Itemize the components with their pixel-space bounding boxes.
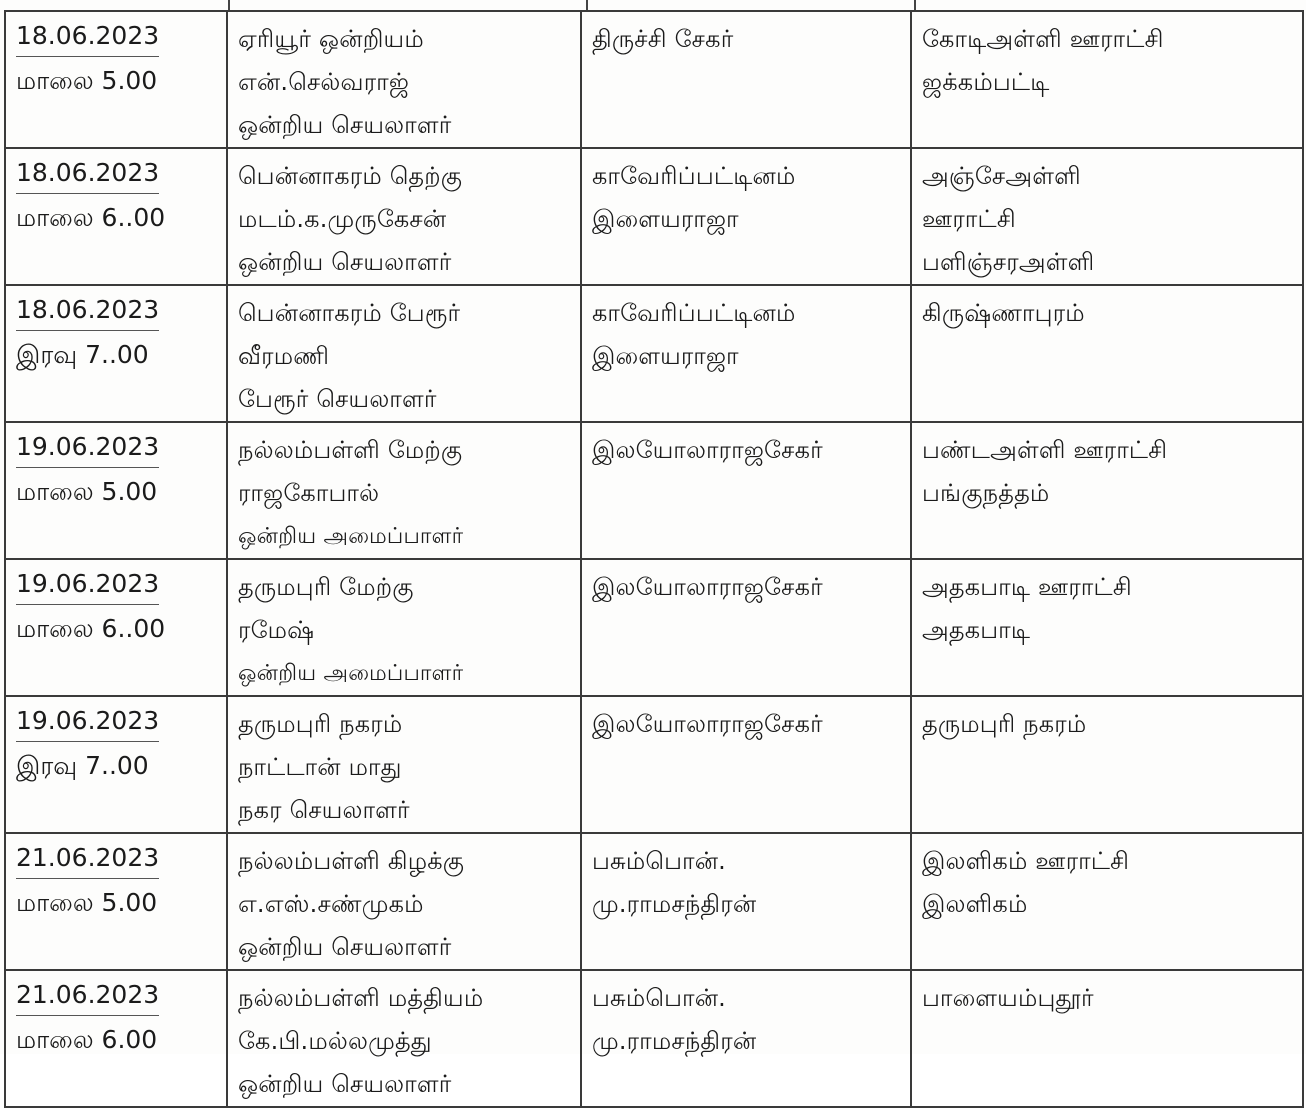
organizer-line: நாட்டான் மாது [238,753,402,781]
venue-line: பண்டஅள்ளி ஊராட்சி [922,436,1168,464]
speaker-cell [581,833,911,970]
speaker-cell [581,285,911,422]
organizer-line: நல்லம்பள்ளி மத்தியம் [238,984,484,1012]
organizer-line: நல்லம்பள்ளி மேற்கு [238,436,463,464]
meeting-time: மாலை 6..00 [16,614,166,643]
venue-cell [911,970,1303,1107]
meeting-time: மாலை 6..00 [16,203,166,232]
organizer-line: ஒன்றிய செயலாளர் [238,111,452,139]
venue-line: இலளிகம் ஊராட்சி [922,847,1130,875]
venue-line: பாளையம்புதூர் [922,984,1094,1012]
speaker-line: இலயோலாராஜசேகர் [592,710,823,738]
organizer-line: என்.செல்வராஜ் [238,68,410,96]
organizer-line: நல்லம்பள்ளி கிழக்கு [238,847,465,875]
organizer-cell [227,970,581,1107]
organizer-line: ஒன்றிய செயலாளர் [238,1070,452,1098]
speaker-cell [581,970,911,1107]
speaker-line: பசும்பொன். [592,847,727,875]
venue-line: ஊராட்சி [922,205,1016,233]
meeting-date: 18.06.2023 [16,155,159,194]
meeting-time: இரவு 7..00 [16,340,149,369]
date-time-cell [5,696,227,833]
venue-line: அஞ்சேஅள்ளி [922,162,1081,190]
date-time-cell [5,559,227,696]
venue-cell [911,559,1303,696]
organizer-line: ஏரியூர் ஒன்றியம் [238,25,424,53]
speaker-line: இளையராஜா [592,342,739,370]
table-row [5,559,1303,696]
organizer-cell [227,833,581,970]
speaker-line: இலயோலாராஜசேகர் [592,436,823,464]
organizer-line: ஒன்றிய அமைப்பாளர் [238,661,464,686]
organizer-line: ஒன்றிய செயலாளர் [238,933,452,961]
date-time-cell [5,285,227,422]
schedule-table [4,10,1304,1108]
organizer-line: கே.பி.மல்லமுத்து [238,1027,432,1055]
schedule-table-body [5,11,1303,1107]
meeting-date: 19.06.2023 [16,566,159,605]
table-row [5,833,1303,970]
meeting-date: 18.06.2023 [16,292,159,331]
organizer-line: எ.எஸ்.சண்முகம் [238,890,424,918]
organizer-line: நகர செயலாளர் [238,796,410,824]
speaker-line: காவேரிப்பட்டினம் [592,162,796,190]
speaker-cell [581,696,911,833]
table-row [5,422,1303,559]
speaker-line: மு.ராமசந்திரன் [592,1027,757,1055]
meeting-date: 21.06.2023 [16,840,159,879]
organizer-line: பென்னாகரம் தெற்கு [238,162,463,190]
speaker-line: மு.ராமசந்திரன் [592,890,757,918]
organizer-cell [227,696,581,833]
meeting-time: மாலை 5.00 [16,477,158,506]
meeting-time: மாலை 6.00 [16,1025,158,1054]
speaker-line: இலயோலாராஜசேகர் [592,573,823,601]
organizer-line: ஒன்றிய அமைப்பாளர் [238,524,464,549]
table-row [5,148,1303,285]
organizer-line: தருமபுரி மேற்கு [238,573,414,601]
table-row [5,11,1303,148]
venue-cell [911,285,1303,422]
meeting-time: மாலை 5.00 [16,66,158,95]
venue-cell [911,422,1303,559]
column-divider-stub [228,0,230,10]
speaker-cell [581,422,911,559]
speaker-cell [581,559,911,696]
venue-cell [911,148,1303,285]
venue-line: ஜக்கம்பட்டி [922,68,1050,96]
venue-cell [911,11,1303,148]
venue-line: அதகபாடி [922,616,1031,644]
organizer-line: பேரூர் செயலாளர் [238,385,437,413]
speaker-cell [581,11,911,148]
table-row [5,285,1303,422]
organizer-line: ரமேஷ் [238,616,315,644]
organizer-line: வீரமணி [238,342,330,370]
venue-line: இலளிகம் [922,890,1028,918]
organizer-cell [227,559,581,696]
meeting-time: இரவு 7..00 [16,751,149,780]
organizer-line: மடம்.க.முருகேசன் [238,205,447,233]
meeting-date: 19.06.2023 [16,703,159,742]
venue-line: தருமபுரி நகரம் [922,710,1087,738]
speaker-line: இளையராஜா [592,205,739,233]
meeting-time: மாலை 5.00 [16,888,158,917]
venue-line: பளிஞ்சரஅள்ளி [922,248,1095,276]
meeting-date: 21.06.2023 [16,977,159,1016]
organizer-cell [227,148,581,285]
date-time-cell [5,11,227,148]
speaker-cell [581,148,911,285]
venue-line: கிருஷ்ணாபுரம் [922,299,1085,327]
column-divider-stub [914,0,916,10]
speaker-line: காவேரிப்பட்டினம் [592,299,796,327]
table-row [5,970,1303,1107]
speaker-line: பசும்பொன். [592,984,727,1012]
organizer-line: ராஜகோபால் [238,479,380,507]
meeting-date: 19.06.2023 [16,429,159,468]
venue-cell [911,696,1303,833]
venue-line: கோடிஅள்ளி ஊராட்சி [922,25,1164,53]
organizer-cell [227,422,581,559]
organizer-line: ஒன்றிய செயலாளர் [238,248,452,276]
venue-line: பங்குநத்தம் [922,479,1050,507]
column-divider-stub [586,0,588,10]
venue-cell [911,833,1303,970]
meeting-date: 18.06.2023 [16,18,159,57]
date-time-cell [5,970,227,1107]
organizer-line: பென்னாகரம் பேரூர் [238,299,461,327]
date-time-cell [5,422,227,559]
table-row [5,696,1303,833]
organizer-cell [227,285,581,422]
venue-line: அதகபாடி ஊராட்சி [922,573,1132,601]
date-time-cell [5,148,227,285]
date-time-cell [5,833,227,970]
organizer-cell [227,11,581,148]
speaker-line: திருச்சி சேகர் [592,25,734,53]
organizer-line: தருமபுரி நகரம் [238,710,403,738]
